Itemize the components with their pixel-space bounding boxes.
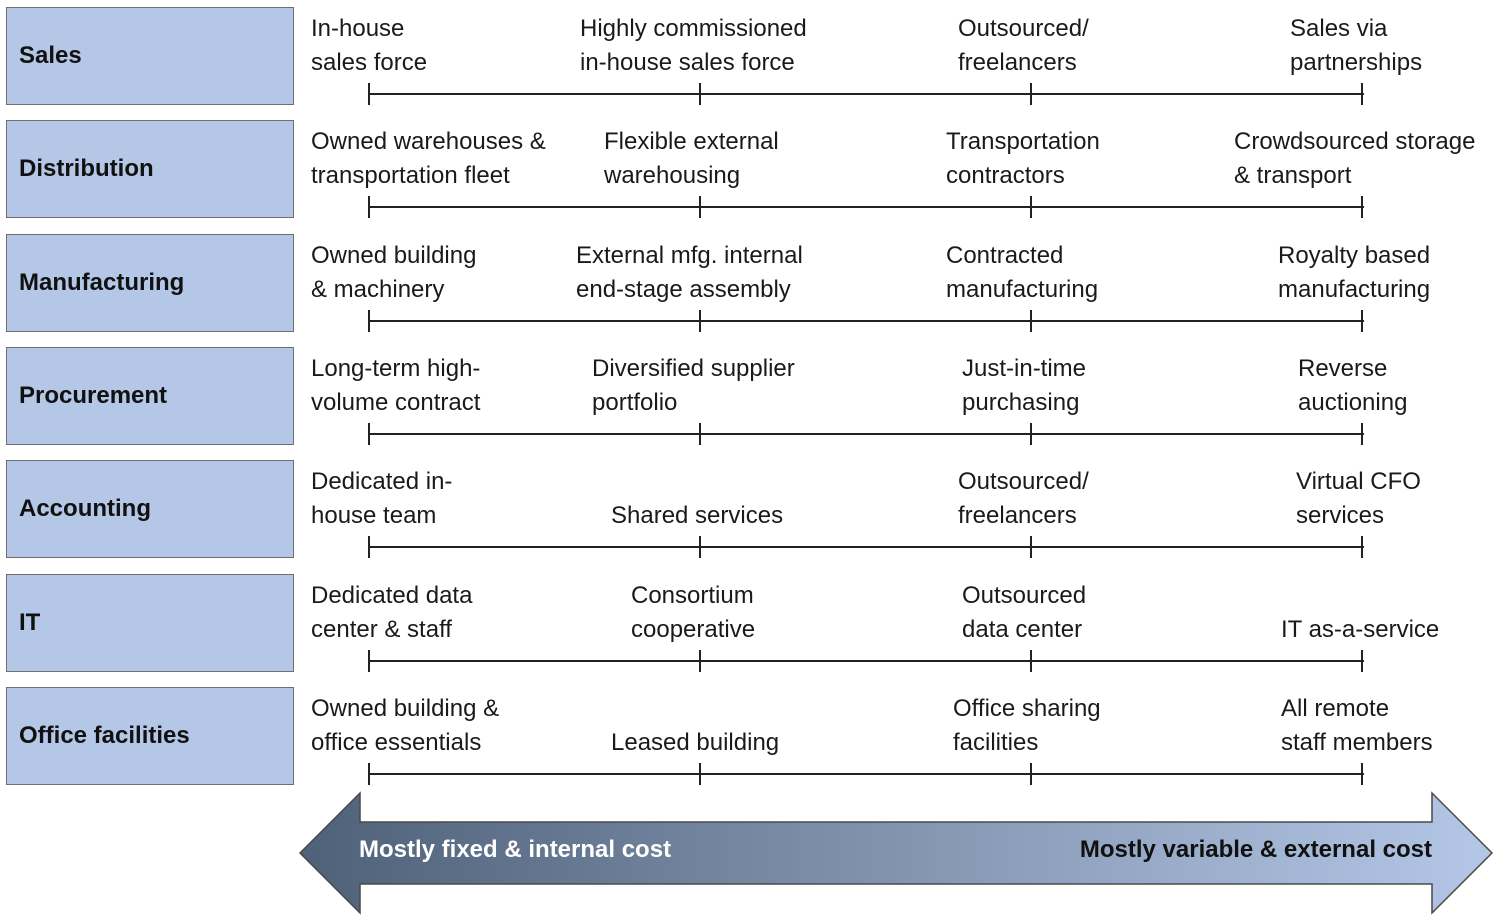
option-line: transportation fleet	[311, 162, 510, 189]
option-line: Contracted	[946, 242, 1064, 269]
axis-tick	[1030, 310, 1032, 332]
category-box	[6, 7, 294, 105]
axis-tick	[368, 310, 370, 332]
option-label	[592, 352, 795, 420]
option-line: Just-in-time	[962, 355, 1087, 382]
axis-tick	[1030, 83, 1032, 105]
option-line: manufacturing	[946, 276, 1099, 303]
axis-tick	[368, 83, 370, 105]
option-line: freelancers	[958, 49, 1077, 76]
option-label	[1290, 12, 1422, 80]
option-line: Owned building &	[311, 695, 500, 722]
spectrum-axis-line	[369, 433, 1364, 435]
category-label: Sales	[19, 42, 82, 69]
option-label	[580, 12, 807, 80]
axis-tick	[1361, 650, 1363, 672]
category-label: Accounting	[19, 495, 151, 522]
option-line: purchasing	[962, 389, 1080, 416]
option-label	[631, 579, 755, 647]
option-line: Diversified supplier	[592, 355, 795, 382]
spectrum-axis-line	[369, 546, 1364, 548]
axis-tick	[368, 763, 370, 785]
option-line: Outsourced/	[958, 15, 1089, 42]
category-box	[6, 460, 294, 558]
option-line: Office sharing	[953, 695, 1101, 722]
option-line: In-house	[311, 15, 405, 42]
axis-tick	[699, 536, 701, 558]
option-line: volume contract	[311, 389, 481, 416]
option-label	[311, 579, 472, 647]
option-line: IT as-a-service	[1281, 616, 1440, 643]
category-label: IT	[19, 609, 41, 636]
option-line: data center	[962, 616, 1083, 643]
option-label	[958, 465, 1089, 533]
option-line: office essentials	[311, 729, 482, 756]
option-label	[311, 352, 480, 420]
option-line: Dedicated in-	[311, 468, 453, 495]
option-line: auctioning	[1298, 389, 1408, 416]
variable-cost-label: Mostly variable & external cost	[1079, 836, 1432, 863]
option-line: Crowdsourced storage	[1234, 128, 1476, 155]
option-line: Dedicated data	[311, 582, 473, 609]
axis-tick	[1361, 196, 1363, 218]
option-line: & machinery	[311, 276, 445, 303]
category-label: Distribution	[19, 155, 154, 182]
option-line: services	[1296, 502, 1385, 529]
category-box	[6, 687, 294, 785]
spectrum-axis-line	[369, 320, 1364, 322]
category-box	[6, 234, 294, 332]
row-distribution	[0, 120, 1500, 222]
option-line: Owned warehouses &	[311, 128, 546, 155]
option-line: Flexible external	[604, 128, 779, 155]
axis-tick	[699, 310, 701, 332]
option-line: Sales via	[1290, 15, 1388, 42]
option-label	[1281, 692, 1433, 760]
axis-tick	[1030, 423, 1032, 445]
option-line: center & staff	[311, 616, 452, 643]
option-line: Owned building	[311, 242, 477, 269]
option-label	[311, 239, 476, 307]
option-label	[311, 465, 452, 533]
axis-tick	[699, 423, 701, 445]
option-label	[576, 239, 803, 307]
option-line: freelancers	[958, 502, 1077, 529]
spectrum-axis-line	[369, 660, 1364, 662]
option-line: manufacturing	[1278, 276, 1431, 303]
option-line: Outsourced/	[958, 468, 1089, 495]
axis-tick	[1361, 310, 1363, 332]
option-line: & transport	[1234, 162, 1352, 189]
option-line: All remote	[1281, 695, 1390, 722]
axis-tick	[1361, 536, 1363, 558]
spectrum-axis-line	[369, 206, 1364, 208]
option-line: Shared services	[611, 502, 784, 529]
option-label	[1298, 352, 1407, 420]
option-line: cooperative	[631, 616, 756, 643]
axis-tick	[1361, 423, 1363, 445]
option-label	[1278, 239, 1430, 307]
row-sales	[0, 7, 1500, 109]
category-label: Office facilities	[19, 722, 190, 749]
option-line	[611, 692, 779, 726]
option-line: Outsourced	[962, 582, 1087, 609]
option-label	[946, 125, 1100, 193]
option-line: contractors	[946, 162, 1065, 189]
row-accounting	[0, 460, 1500, 562]
option-line: partnerships	[1290, 49, 1423, 76]
option-label	[611, 465, 783, 533]
axis-tick	[699, 650, 701, 672]
option-label	[311, 692, 499, 760]
option-line: Virtual CFO	[1296, 468, 1421, 495]
option-label	[946, 239, 1098, 307]
option-label	[604, 125, 779, 193]
axis-tick	[699, 83, 701, 105]
axis-tick	[368, 650, 370, 672]
axis-tick	[368, 196, 370, 218]
option-line: warehousing	[604, 162, 741, 189]
option-label	[953, 692, 1101, 760]
option-line: house team	[311, 502, 437, 529]
option-line	[1281, 579, 1439, 613]
category-box	[6, 574, 294, 672]
option-line: Leased building	[611, 729, 780, 756]
option-line: facilities	[953, 729, 1039, 756]
option-line	[611, 465, 783, 499]
option-line: Long-term high-	[311, 355, 481, 382]
option-label	[962, 352, 1086, 420]
option-line: Transportation	[946, 128, 1100, 155]
axis-tick	[1361, 763, 1363, 785]
axis-tick	[1030, 763, 1032, 785]
category-label: Manufacturing	[19, 269, 185, 296]
fixed-cost-label: Mostly fixed & internal cost	[359, 836, 672, 863]
axis-tick	[1030, 196, 1032, 218]
option-label	[311, 12, 427, 80]
option-line: Highly commissioned	[580, 15, 807, 42]
option-label	[962, 579, 1086, 647]
option-line: External mfg. internal	[576, 242, 803, 269]
option-line: Reverse	[1298, 355, 1388, 382]
option-line: end-stage assembly	[576, 276, 791, 303]
axis-tick	[699, 196, 701, 218]
option-line: sales force	[311, 49, 428, 76]
category-box	[6, 120, 294, 218]
option-line: Royalty based	[1278, 242, 1431, 269]
row-procurement	[0, 347, 1500, 449]
category-box	[6, 347, 294, 445]
axis-tick	[368, 536, 370, 558]
option-line: Consortium	[631, 582, 754, 609]
category-label: Procurement	[19, 382, 168, 409]
option-label	[311, 125, 546, 193]
axis-tick	[1030, 650, 1032, 672]
row-manufacturing	[0, 234, 1500, 336]
option-label	[611, 692, 779, 760]
cost-spectrum-arrow	[298, 790, 1494, 916]
spectrum-axis-line	[369, 93, 1364, 95]
option-line: staff members	[1281, 729, 1433, 756]
option-label	[1296, 465, 1421, 533]
row-it	[0, 574, 1500, 676]
axis-tick	[699, 763, 701, 785]
option-label	[1234, 125, 1475, 193]
option-line: in-house sales force	[580, 49, 795, 76]
axis-tick	[368, 423, 370, 445]
option-label	[958, 12, 1089, 80]
axis-tick	[1030, 536, 1032, 558]
option-line: portfolio	[592, 389, 678, 416]
spectrum-axis-line	[369, 773, 1364, 775]
row-office-facilities	[0, 687, 1500, 789]
option-label	[1281, 579, 1439, 647]
axis-tick	[1361, 83, 1363, 105]
